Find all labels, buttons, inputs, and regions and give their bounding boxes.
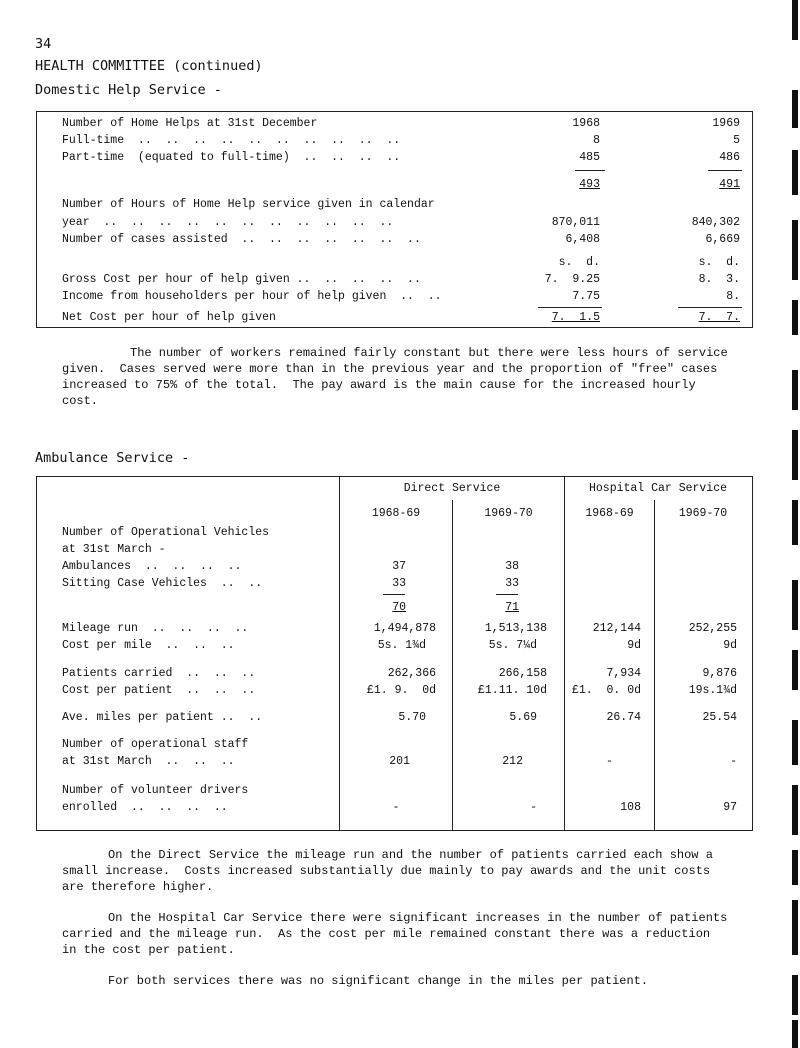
sum-rule	[538, 307, 602, 308]
t2-row-label: Mileage run .. .. .. ..	[62, 622, 249, 635]
paragraph-line: carried and the mileage run. As the cost per mile remained constant there was a reduction	[62, 927, 711, 941]
t2-row-label: Sitting Case Vehicles .. ..	[62, 577, 263, 590]
t1-total: 493	[579, 178, 600, 191]
t2-cell: 5.69	[509, 711, 537, 724]
t2-row-label: Number of operational staff	[62, 738, 249, 751]
t1-row-value: 6,408	[565, 233, 600, 246]
paragraph-line: cost.	[62, 394, 99, 408]
t2-cell: 252,255	[688, 622, 737, 635]
t1-row-label: Number of Hours of Home Help service given in calendar	[62, 198, 435, 211]
t2-row-label: at 31st March -	[62, 543, 166, 556]
t2-cell: 212,144	[592, 622, 641, 635]
scan-mark	[792, 370, 798, 410]
t2-cell: 26.74	[606, 711, 641, 724]
t1-row-label: Net Cost per hour of help given	[62, 311, 276, 324]
t2-cell: £1. 0. 0d	[571, 684, 641, 697]
period-header: 1969-70	[484, 507, 533, 520]
t2-cell: -	[606, 755, 613, 768]
t2-cell: 201	[389, 755, 410, 768]
t2-cell: 9,876	[702, 667, 737, 680]
t1-row-value: 7.75	[572, 290, 600, 303]
t2-cell: £1. 9. 0d	[366, 684, 436, 697]
t2-cell: 97	[723, 801, 737, 814]
t2-row-label: Number of volunteer drivers	[62, 784, 249, 797]
column-divider	[654, 500, 655, 830]
t1-row-label: Part-time (equated to full-time) .. .. .. ..	[62, 151, 401, 164]
sum-rule	[496, 594, 518, 595]
t1-row-value: 6,669	[705, 233, 740, 246]
scan-mark	[792, 300, 798, 335]
t1-row-label: Income from householders per hour of help given .. ..	[62, 290, 442, 303]
t2-cell: £1.11. 10d	[477, 684, 547, 697]
t2-cell: 7,934	[606, 667, 641, 680]
t2-row-label: Ave. miles per patient .. ..	[62, 711, 263, 724]
t2-cell: 108	[620, 801, 641, 814]
t2-cell: 25.54	[702, 711, 737, 724]
sum-rule	[708, 170, 742, 171]
scan-edge-marks	[786, 0, 800, 1048]
t2-cell: 19s.1¾d	[688, 684, 737, 697]
t2-row-label: Ambulances .. .. .. ..	[62, 560, 242, 573]
paragraph-line: in the cost per patient.	[62, 943, 235, 957]
t1-row-value: 840,302	[691, 216, 740, 229]
section-title-domestic-help: Domestic Help Service -	[35, 82, 222, 98]
scan-mark	[792, 430, 798, 480]
t2-cell: 266,158	[498, 667, 547, 680]
scan-mark	[792, 220, 798, 280]
t1-net-value: 7. 1.5	[551, 311, 600, 324]
t2-row-label: Cost per mile .. .. ..	[62, 639, 235, 652]
t2-row-label: Number of Operational Vehicles	[62, 526, 270, 539]
page-heading: HEALTH COMMITTEE (continued)	[35, 58, 263, 74]
period-header: 1968-69	[585, 507, 634, 520]
scan-mark	[792, 975, 798, 1015]
paragraph-line: On the Hospital Car Service there were significant increases in the number of patients	[108, 911, 728, 925]
t2-cell: 5s. 1¾d	[377, 639, 426, 652]
t1-row-value: 870,011	[551, 216, 600, 229]
t2-cell: -	[530, 801, 537, 814]
t1-row-label: Number of cases assisted .. .. .. .. .. .. ..	[62, 233, 421, 246]
t2-cell: 33	[505, 577, 519, 590]
t2-cell: -	[392, 801, 400, 814]
t1-currency-header: s. d.	[558, 256, 600, 269]
t2-cell: 1,494,878	[373, 622, 436, 635]
t2-cell: 5s. 7¼d	[488, 639, 537, 652]
t1-row-value: 8	[593, 134, 600, 147]
scan-mark	[792, 150, 798, 195]
t1-row-value: 486	[719, 151, 740, 164]
t2-row-label: enrolled .. .. .. ..	[62, 801, 228, 814]
paragraph-line: For both services there was no significant change in the miles per patient.	[108, 974, 649, 988]
t2-cell: 9d	[627, 639, 641, 652]
column-divider	[564, 476, 565, 830]
t2-cell: -	[730, 755, 737, 768]
t2-cell: 9d	[723, 639, 737, 652]
column-divider	[339, 476, 340, 830]
scan-mark	[792, 650, 798, 690]
t1-row-label: Gross Cost per hour of help given .. .. .. .. ..	[62, 273, 421, 286]
t2-cell: 262,366	[387, 667, 436, 680]
t1-row-value: 8. 3.	[698, 273, 740, 286]
t1-row-label: Number of Home Helps at 31st December	[62, 117, 318, 130]
scan-mark	[792, 850, 798, 885]
t2-total: 70	[392, 601, 406, 614]
scan-mark	[792, 1020, 798, 1048]
scan-mark	[792, 90, 798, 128]
scan-mark	[792, 785, 798, 835]
paragraph-line: increased to 75% of the total. The pay award is the main cause for the increased hourly	[62, 378, 696, 392]
paragraph-line: are therefore higher.	[62, 880, 214, 894]
t2-cell: 38	[505, 560, 519, 573]
t1-row-label: Full-time .. .. .. .. .. .. .. .. .. ..	[62, 134, 401, 147]
scan-mark	[792, 900, 798, 955]
hospital-car-service-header: Hospital Car Service	[588, 482, 728, 495]
t1-net-value: 7. 7.	[698, 311, 740, 324]
year-1968-header: 1968	[572, 117, 600, 130]
t2-cell: 5.70	[398, 711, 426, 724]
year-1969-header: 1969	[712, 117, 740, 130]
t1-row-value: 5	[733, 134, 740, 147]
t1-row-label: year .. .. .. .. .. .. .. .. .. .. ..	[62, 216, 394, 229]
paragraph-line: The number of workers remained fairly constant but there were less hours of service	[130, 346, 728, 360]
scan-mark	[792, 0, 798, 40]
t1-row-value: 8.	[726, 290, 740, 303]
scan-mark	[792, 580, 798, 630]
t2-cell: 212	[502, 755, 523, 768]
scan-mark	[792, 500, 798, 545]
paragraph-line: small increase. Costs increased substantially due mainly to pay awards and the unit costs	[62, 864, 711, 878]
paragraph-line: On the Direct Service the mileage run and the number of patients carried each show a	[108, 848, 713, 862]
t1-total: 491	[719, 178, 740, 191]
paragraph-line: given. Cases served were more than in the previous year and the proportion of "free" cases	[62, 362, 718, 376]
direct-service-header: Direct Service	[403, 482, 501, 495]
period-header: 1969-70	[678, 507, 728, 520]
t2-row-label: Cost per patient .. .. ..	[62, 684, 256, 697]
t2-cell: 1,513,138	[484, 622, 547, 635]
period-header: 1968-69	[371, 507, 421, 520]
t2-total: 71	[505, 601, 519, 614]
t2-cell: 37	[392, 560, 406, 573]
sum-rule	[575, 170, 605, 171]
page-number: 34	[35, 36, 52, 52]
t2-cell: 33	[392, 577, 406, 590]
scan-mark	[792, 720, 798, 765]
section-title-ambulance: Ambulance Service -	[35, 450, 190, 466]
sum-rule	[678, 307, 742, 308]
sum-rule	[383, 594, 405, 595]
t1-row-value: 7. 9.25	[544, 273, 600, 286]
t1-currency-header: s. d.	[698, 256, 740, 269]
t2-row-label: at 31st March .. .. ..	[62, 755, 235, 768]
t1-row-value: 485	[579, 151, 600, 164]
t2-row-label: Patients carried .. .. ..	[62, 667, 256, 680]
column-divider	[452, 500, 453, 830]
